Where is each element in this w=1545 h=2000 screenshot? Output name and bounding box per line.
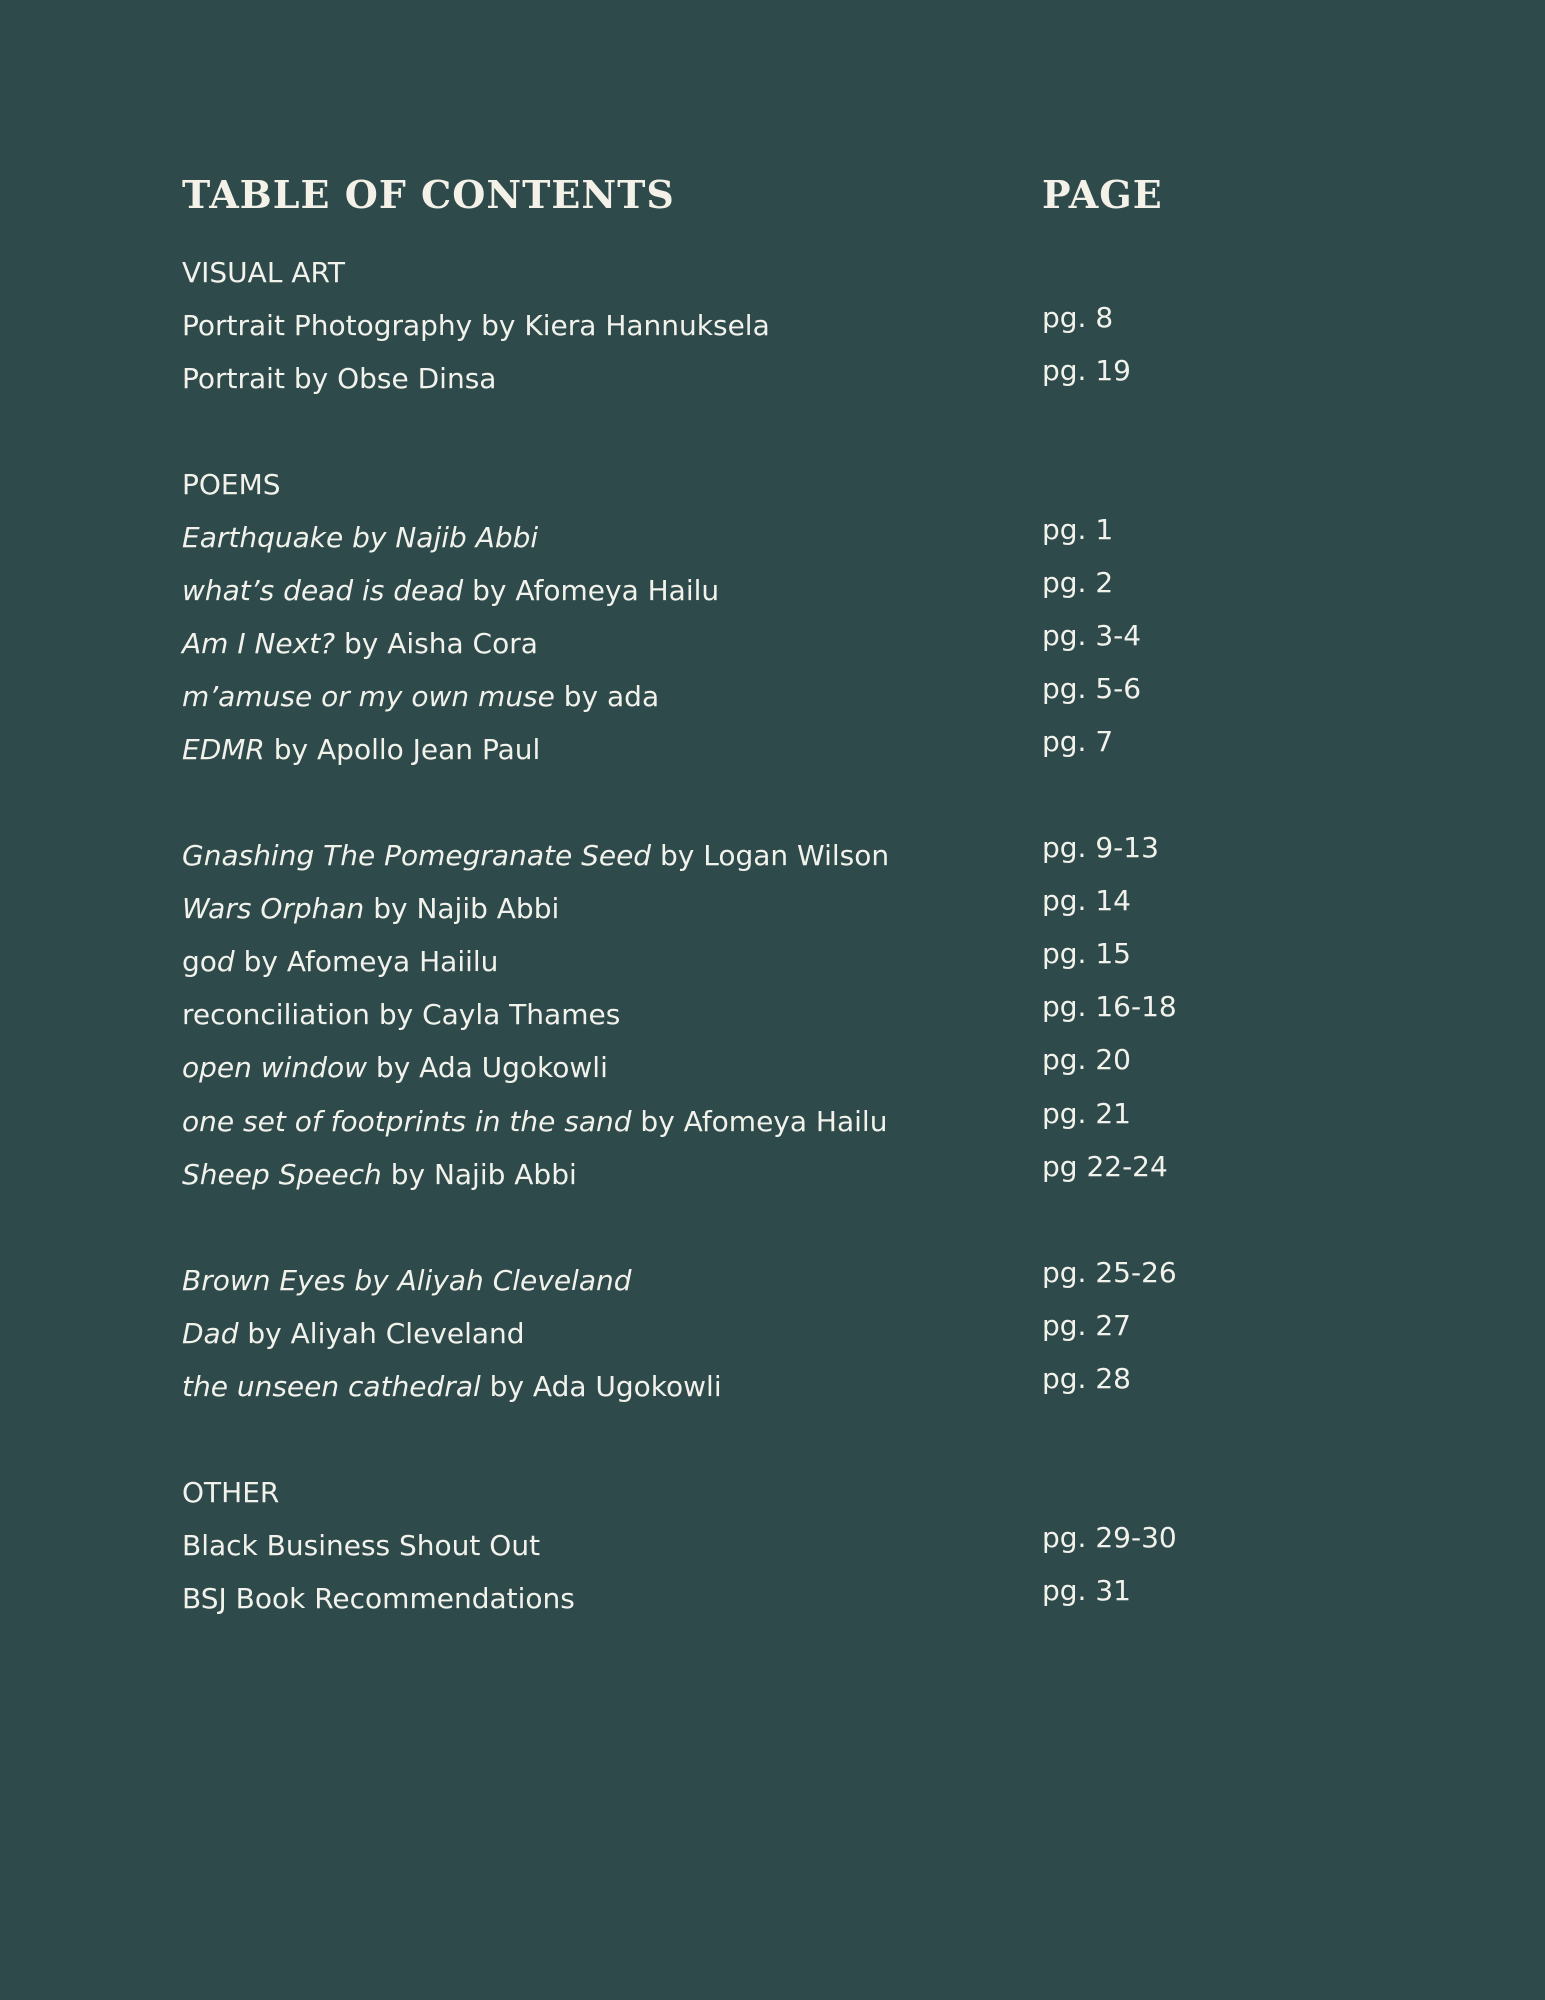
entry-title: Am I Next? by Aisha Cora <box>182 627 538 660</box>
section-label-visual-art: VISUAL ART <box>182 256 346 289</box>
entry-title: Portrait by Obse Dinsa <box>182 362 497 395</box>
entry-page: pg. 3-4 <box>1042 619 1142 652</box>
entry-page: pg. 27 <box>1042 1309 1131 1342</box>
entry-page: pg 22-24 <box>1042 1150 1168 1183</box>
entry-page: pg. 20 <box>1042 1043 1131 1076</box>
entry-page: pg. 9-13 <box>1042 831 1159 864</box>
entry-page: pg. 29-30 <box>1042 1521 1177 1554</box>
entry-title: BSJ Book Recommendations <box>182 1582 575 1615</box>
entry-title: reconciliation by Cayla Thames <box>182 998 621 1031</box>
entry-title: EDMR by Apollo Jean Paul <box>182 733 541 766</box>
entry-title: Black Business Shout Out <box>182 1529 541 1562</box>
entry-page: pg. 14 <box>1042 884 1131 917</box>
section-label-poems: POEMS <box>182 468 281 501</box>
entry-page: pg. 1 <box>1042 513 1114 546</box>
entry-page: pg. 8 <box>1042 301 1114 334</box>
entry-page: pg. 16-18 <box>1042 990 1177 1023</box>
entry-title: god by Afomeya Haiilu <box>182 945 499 978</box>
entry-title: Earthquake by Najib Abbi <box>182 521 539 554</box>
entry-page: pg. 2 <box>1042 566 1114 599</box>
entry-page: pg. 25-26 <box>1042 1256 1177 1289</box>
section-label-other: OTHER <box>182 1476 280 1509</box>
entry-title: Dad by Aliyah Cleveland <box>182 1317 525 1350</box>
entry-title: what’s dead is dead by Afomeya Hailu <box>182 574 720 607</box>
entry-title: Portrait Photography by Kiera Hannuksela <box>182 309 770 342</box>
entry-page: pg. 7 <box>1042 725 1114 758</box>
entry-page: pg. 5-6 <box>1042 672 1142 705</box>
entry-page: pg. 28 <box>1042 1362 1131 1395</box>
toc-heading: TABLE OF CONTENTS <box>182 172 675 217</box>
entry-title: Gnashing The Pomegranate Seed by Logan Wilson <box>182 839 890 872</box>
page-column-heading: PAGE <box>1042 172 1163 217</box>
entry-title: the unseen cathedral by Ada Ugokowli <box>182 1370 722 1403</box>
entry-page: pg. 31 <box>1042 1574 1131 1607</box>
entry-title: m’amuse or my own muse by ada <box>182 680 660 713</box>
entry-title: open window by Ada Ugokowli <box>182 1051 608 1084</box>
entry-title: one set of footprints in the sand by Afomeya Hailu <box>182 1105 888 1138</box>
entry-page: pg. 21 <box>1042 1097 1131 1130</box>
entry-title: Wars Orphan by Najib Abbi <box>182 892 560 925</box>
entry-page: pg. 19 <box>1042 354 1131 387</box>
entry-title: Brown Eyes by Aliyah Cleveland <box>182 1264 632 1297</box>
entry-title: Sheep Speech by Najib Abbi <box>182 1158 577 1191</box>
entry-page: pg. 15 <box>1042 937 1131 970</box>
